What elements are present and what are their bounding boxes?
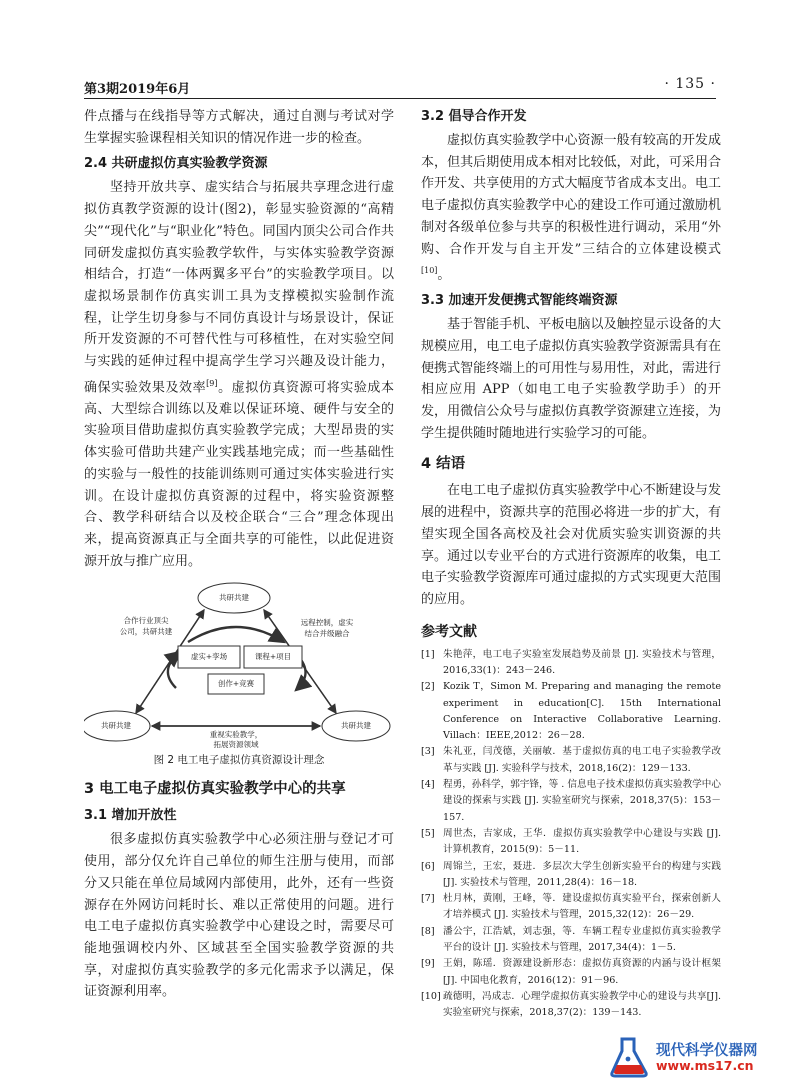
section-heading-3-3: 3.3 加速开发便携式智能终端资源 (421, 293, 618, 309)
reference-item: [9] 王娟，陈瑶．资源建设新形态：虚拟仿真资源的内涵与设计框架[J]. 中国电化教育，2016(12)：91－96. (421, 958, 721, 986)
box-virtual-real-label: 虚实+孪场 (190, 652, 228, 662)
watermark-site-name: 现代科学仪器网 (656, 1043, 758, 1059)
section-heading-3-1: 3.1 增加开放性 (84, 808, 177, 824)
reference-item: [8] 潘公宇，江浩斌，刘志强，等．车辆工程专业虚拟仿真实验教学平台的设计 [J]. 实验技术与管理，2017,34(4)：1－5. (421, 925, 721, 954)
page-number: · 135 · (664, 76, 716, 92)
reference-item: [10] 疏德明，冯成志．心理学虚拟仿真实验教学中心的建设与共享[J]. 实验室研究与探索，2018,37(2)：139－143. (421, 990, 721, 1019)
reference-item: [2] Kozik T，Simon M. Preparing and managing the remote experiment in education[C]. 15th International Conference on Interactive Collaborative Learning. Villach：IEEE,2012：26－28. (421, 681, 721, 742)
cycle-arc-top (188, 627, 284, 642)
right-edge-label-1: 远程控制，虚实 (300, 618, 354, 628)
paragraph: 坚持开放共享、虚实结合与拓展共享理念进行虚拟仿真教学资源的设计(图2)，彰显实验资源的“高精尖”“现代化”与“职业化”特色。同国内顶尖公司合作共同研发虚拟仿真实验教学软件，与实体实验教学资源相结合，打造“一体两翼多平台”的实验教学项目。以虚拟场景制作仿真实训工具为支撑模拟实验制作流程，让学生切身参与不同仿真设计与场景设计，保证所开发资源的不可替代性与可移植性，在对实验空间与实践的延伸过程中提高学生学习兴趣及设计能力，确保实验效果及效率[9]。虚拟仿真资源可将实验成本高、大型综合训练以及难以保证环境、硬件与安全的实验项目借助虚拟仿真实验教学完成；大型昂贵的实体实验可借助共建产业实践基地完成；而一些基础性的实验与一般性的技能训练则可通过实体实验进行实训。在设计虚拟仿真资源的过程中，将实验资源整合、教学科研结合以及校企联合“三合”理念体现出来，提高资源真正与全面共享的可能性，以此促进资源开放与推广应用。 (84, 180, 394, 569)
section-heading-4: 4 结语 (421, 456, 466, 473)
journal-issue: 第3期2019年6月 (84, 82, 191, 97)
node-bottom-left-label: 共研共建 (101, 721, 131, 731)
node-top-label: 共研共建 (219, 593, 249, 603)
reference-item: [4] 程勇，孙科学，郭宇锋，等 . 信息电子技术虚拟仿真实验教学中心建设的探索与实践 [J]. 实验室研究与探索，2018,37(5)：153－157. (421, 779, 721, 823)
bottom-edge-label-1: 重视实验教学， (209, 730, 263, 740)
paragraph: 件点播与在线指导等方式解决，通过自测与考试对学生掌握实验课程相关知识的情况作进一步的检查。 (84, 109, 394, 146)
watermark-url: www.ms17.cn (656, 1058, 754, 1073)
section-heading-3: 3 电工电子虚拟仿真实验教学中心的共享 (84, 781, 346, 798)
box-course-project-label: 课程+项目 (254, 652, 292, 662)
right-edge-label-2: 结合并级融合 (304, 629, 350, 639)
paragraph: 基于智能手机、平板电脑以及触控显示设备的大规模应用，电工电子虚拟仿真实验教学资源需具有在便携式智能终端上的可用性与易用性，对此，需进行相应应用 APP（如电工电子实验教学助手）的开发，用微信公众号与虚拟仿真教学资源建立连接，为学生提供随时随地进行实验学习的可能。 (421, 317, 721, 441)
references-heading: 参考文献 (421, 623, 477, 640)
left-edge-label-2: 公司，共研共建 (119, 627, 173, 637)
reference-item: [1] 朱艳萍，电工电子实验室发展趋势及前景 [J]. 实验技术与管理，2016,33(1)：243－246. (421, 648, 721, 676)
left-column (84, 106, 394, 1003)
figure-2-diagram (84, 580, 394, 750)
running-header (84, 76, 716, 99)
bottom-edge-label-2: 拓展资源领域 (213, 740, 259, 750)
reference-item: [5] 周世杰，吉家成，王华．虚拟仿真实验教学中心建设与实践 [J]. 计算机教育，2015(9)：5－11. (421, 827, 721, 856)
node-bottom-right-label: 共研共建 (341, 721, 371, 731)
reference-item: [3] 朱礼亚，闫茂德，关丽敏．基于虚拟仿真的电工电子实验教学改革与实践 [J]. 实验科学与技术，2018,16(2)：129－133. (421, 746, 721, 774)
flask-logo-icon (606, 1035, 652, 1079)
left-edge-label-1: 合作行业顶尖 (123, 616, 169, 626)
paragraph: 虚拟仿真实验教学中心资源一般有较高的开发成本，但其后期使用成本相对比较低，对此，可采用合作开发、共享使用的方式大幅度节省成本支出。电工电子虚拟仿真实验教学中心的建设工作可通过激励机制对各级单位参与共享的积极性进行调动，采用“外购、合作开发与自主开发”三结合的立体建设模式[10]。 (421, 133, 721, 283)
section-heading-2-4: 2.4 共研虚拟仿真实验教学资源 (84, 156, 268, 172)
section-heading-3-2: 3.2 倡导合作开发 (421, 109, 527, 124)
paragraph: 很多虚拟仿真实验教学中心必须注册与登记才可使用，部分仅允许自己单位的师生注册与使用，而部分又只能在单位局域网内部使用，此外，还有一些资源存在外网访问耗时长、难以正常使用的问题。进行电工电子虚拟仿真实验教学中心建设之时，需要尽可能地强调校内外、区域甚至全国实验教学资源的共享，对虚拟仿真实验教学的多元化需求予以满足，保证资源利用率。 (84, 832, 394, 1000)
site-watermark (606, 1035, 786, 1079)
citation: [10] (421, 266, 438, 276)
figure-caption: 图 2 电工电子虚拟仿真资源设计理念 (153, 754, 325, 767)
reference-item: [6] 周锦兰，王宏，聂进．多层次大学生创新实验平台的构建与实践 [J]. 实验技术与管理，2011,28(4)：16－18. (421, 860, 721, 888)
right-column (421, 106, 721, 1022)
box-creation-contest-label: 创作+竞赛 (217, 679, 255, 689)
reference-list (421, 647, 721, 1022)
reference-item: [7] 杜月林，黄刚，王峰，等．建设虚拟仿真实验平台，探索创新人才培养模式 [J]. 实验技术与管理，2015,32(12)：26－29. (421, 893, 721, 921)
paragraph: 在电工电子虚拟仿真实验教学中心不断建设与发展的进程中，资源共享的范围必将进一步的扩大，有望实现全国各高校及社会对优质实验实训资源的共享。通过以专业平台的方式进行资源库的收集，电工电子实验教学资源库可通过虚拟的方式实现更大范围的应用。 (421, 483, 721, 607)
citation: [9] (206, 378, 218, 388)
